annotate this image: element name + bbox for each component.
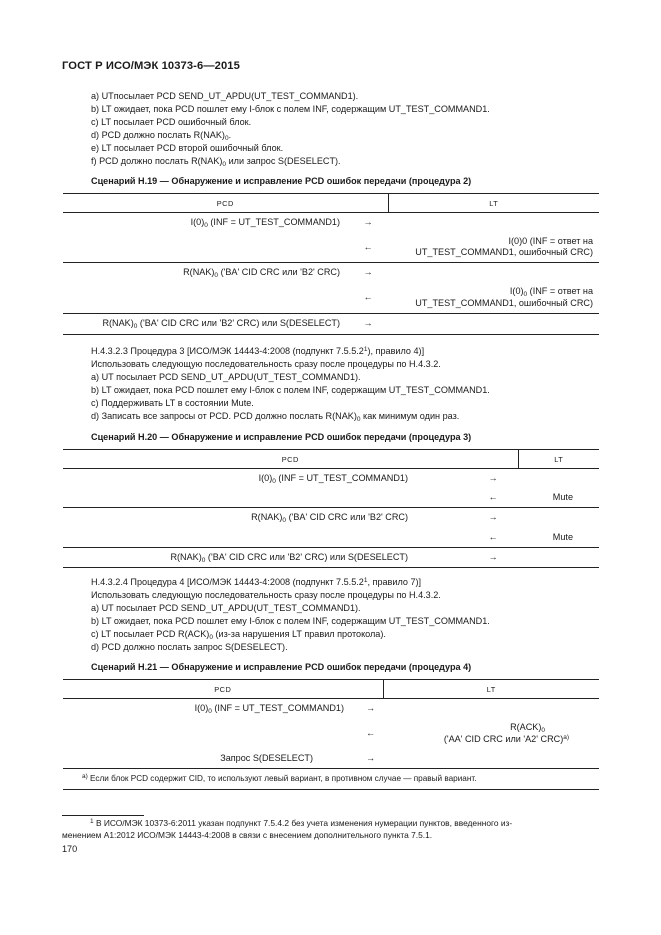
arrow-right-icon: →: [363, 267, 373, 277]
procedure-4-heading: H.4.3.2.4 Процедура 4 [ИСО/МЭК 14443-4:2008 (подпункт 7.5.5.2$^1$, правило 7)]: [91, 577, 422, 587]
intro-steps: [91, 90, 611, 169]
arrow-right-icon: →: [365, 703, 376, 713]
arrow-left-icon: ←: [348, 283, 388, 314]
step-c: c) LT посылает PCD ошибочный блок.: [91, 117, 252, 128]
col-header-pcd: PCD: [63, 450, 518, 469]
pcd-message: $I(0)_0$ (INF = UT_TEST_COMMAND1): [194, 703, 344, 715]
arrow-right-icon: →: [365, 752, 376, 763]
arrow-right-icon: →: [488, 472, 498, 483]
lt-message: $I(0)_0$ (INF = ответ на UT_TEST_COMMAND1, ошибочный CRC): [388, 283, 599, 314]
arrow-left-icon: ←: [348, 233, 388, 263]
pcd-message: $R(NAK)_0$ ('BA' CID CRC или 'B2' CRC) или S(DESELECT): [63, 548, 468, 568]
lt-message: $R(ACK)_0$ ('AA' CID CRC или 'A2' CRC)$^{a)}$: [443, 722, 570, 744]
scenario-19-caption: Сценарий H.19 — Обнаружение и исправление PCD ошибок передачи (процедура 2): [91, 176, 472, 186]
procedure-3: [91, 345, 611, 424]
arrow-left-icon: ←: [365, 727, 376, 738]
procedure-3-use: Использовать следующую последовательность сразу после процедуры по H.4.3.2.: [91, 359, 441, 370]
step-a: a) UTпосылает PCD SEND_UT_APDU(UT_TEST_COMMAND1).: [91, 91, 359, 101]
col-header-pcd: PCD: [63, 680, 383, 699]
step-d: d) PCD должно послать запрос S(DESELECT).: [91, 642, 288, 653]
step-c: c) LT посылает PCD $R(ACK)_0$ (из-за нарушения LT правил протокола).: [91, 629, 386, 642]
arrow-right-icon: →: [348, 314, 388, 335]
pcd-message: $R(NAK)_0$ ('BA' CID CRC или 'B2' CRC) или S(DESELECT): [63, 314, 348, 335]
col-header-lt: LT: [383, 680, 599, 699]
table-note: $^{a)}$ Если блок PCD содержит CID, то используют левый вариант, в противном случае — правый вариант.: [63, 769, 599, 790]
scenario-19-table: [63, 193, 599, 335]
scenario-21-caption: Сценарий H.21 — Обнаружение и исправление PCD ошибок передачи (процедура 4): [91, 662, 472, 672]
procedure-4: [91, 576, 611, 655]
pcd-message: Запрос S(DESELECT): [220, 752, 313, 763]
lt-message: Mute: [518, 488, 599, 508]
col-header-lt: LT: [518, 450, 599, 469]
footnote: $^1$ В ИСО/МЭК 10373-6:2011 указан подпункт 7.5.4.2 без учета изменения нумерации пунктов, введенного из- менением A1:2012 ИСО/МЭК 14443-4:2008 в связи с внесением дополнительного пункта 7.5.1.: [62, 818, 513, 840]
step-e: e) LT посылает PCD второй ошибочный блок.: [91, 143, 284, 154]
arrow-right-icon: →: [468, 548, 518, 568]
step-b: b) LT ожидает, пока PCD пошлет ему I-блок с полем INF, содержащим UT_TEST_COMMAND1.: [91, 385, 490, 396]
document-header: ГОСТ Р ИСО/МЭК 10373-6—2015: [62, 60, 240, 72]
step-a: a) UT посылает PCD SEND_UT_APDU(UT_TEST_COMMAND1).: [91, 372, 361, 383]
lt-message: I(0)0 (INF = ответ на UT_TEST_COMMAND1, ошибочный CRC): [388, 233, 599, 263]
pcd-message: $R(NAK)_0$ ('BA' CID CRC или 'B2' CRC): [183, 267, 340, 279]
arrow-right-icon: →: [363, 217, 373, 227]
pcd-message: $I(0)_0$ (INF = UT_TEST_COMMAND1): [190, 217, 340, 229]
step-d: d) Записать все запросы от PCD. PCD должно послать $R(NAK)_0$ как минимум один раз.: [91, 411, 460, 424]
procedure-3-heading: H.4.3.2.3 Процедура 3 [ИСО/МЭК 14443-4:2008 (подпункт 7.5.5.2$^1$), правило 4)]: [91, 346, 425, 356]
arrow-right-icon: →: [488, 512, 498, 522]
pcd-message: $R(NAK)_0$ ('BA' CID CRC или 'B2' CRC): [251, 512, 408, 524]
step-c: c) Поддерживать LT в состоянии Mute.: [91, 398, 254, 409]
arrow-left-icon: ←: [468, 528, 518, 548]
footnote-rule: [62, 815, 144, 816]
scenario-20-table: [63, 449, 599, 568]
procedure-4-use: Использовать следующую последовательность сразу после процедуры по H.4.3.2.: [91, 590, 441, 601]
scenario-21-table: [63, 679, 599, 790]
pcd-message: $I(0)_0$ (INF = UT_TEST_COMMAND1): [258, 472, 408, 485]
step-b: b) LT ожидает, пока PCD пошлет ему I-блок с полем INF, содержащим UT_TEST_COMMAND1.: [91, 616, 490, 627]
step-f: f) PCD должно послать $R(NAK)_0$ или запрос S(DESELECT).: [91, 156, 341, 169]
step-b: b) LT ожидает, пока PCD пошлет ему I-блок с полем INF, содержащим UT_TEST_COMMAND1.: [91, 104, 490, 115]
col-header-lt: LT: [388, 194, 599, 213]
step-d: d) PCD должно послать $R(NAK)_0$.: [91, 130, 232, 143]
lt-message: Mute: [518, 528, 599, 548]
step-a: a) UT посылает PCD SEND_UT_APDU(UT_TEST_COMMAND1).: [91, 603, 361, 614]
col-header-pcd: PCD: [63, 194, 388, 213]
page-number: 170: [62, 844, 78, 854]
arrow-left-icon: ←: [468, 488, 518, 508]
scenario-20-caption: Сценарий H.20 — Обнаружение и исправление PCD ошибок передачи (процедура 3): [91, 432, 472, 442]
